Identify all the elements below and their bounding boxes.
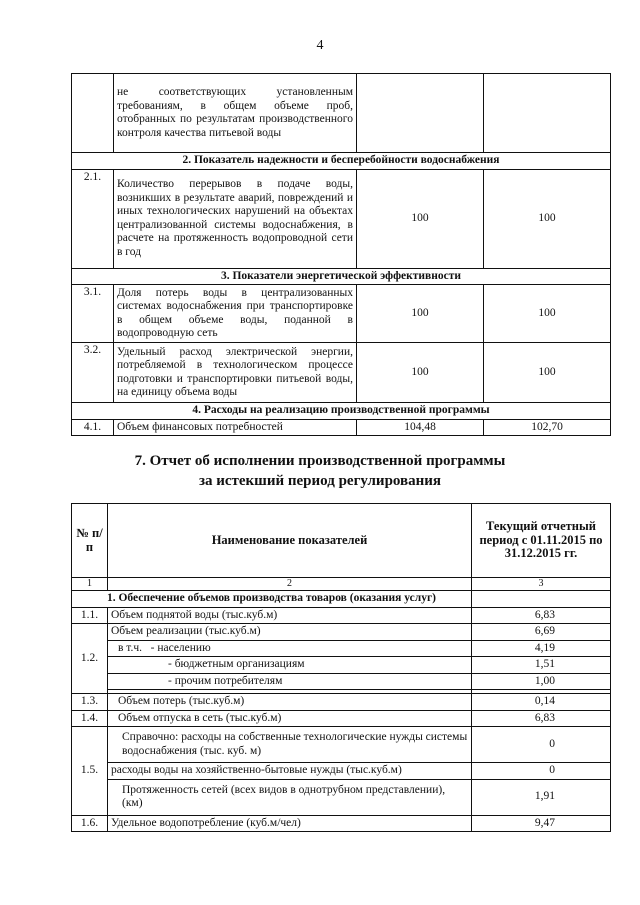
row-text: Доля потерь воды в централизованных системах водоснабжения при транспортировке в общем объеме воды, поданной в водопроводную сеть xyxy=(114,285,357,343)
table-row xyxy=(72,815,611,832)
value-cell: 100 xyxy=(484,169,611,268)
indicators-table xyxy=(71,73,611,436)
table-row xyxy=(72,419,611,436)
row-number: 1.6. xyxy=(72,815,108,832)
row-number: 3.2. xyxy=(72,343,114,403)
value-cell: 100 xyxy=(357,343,484,403)
page-number: 4 xyxy=(316,38,324,53)
row-number: 1.1. xyxy=(72,607,108,624)
row-text: Объем реализации (тыс.куб.м) xyxy=(108,624,472,641)
row-text xyxy=(108,640,472,657)
value-cell: 1,51 xyxy=(472,657,611,674)
section-header xyxy=(72,153,611,170)
row-text: Протяженность сетей (всех видов в однотрубном представлении), (км) xyxy=(108,779,472,815)
row-number: 4.1. xyxy=(72,419,114,436)
row-text: Объем потерь (тыс.куб.м) xyxy=(108,694,472,711)
row-number: 2.1. xyxy=(72,169,114,268)
table-row xyxy=(72,710,611,727)
table-row xyxy=(72,673,611,690)
row-text: - бюджетным организациям xyxy=(108,657,472,674)
section-4-title: 4. Расходы на реализацию производственной программы xyxy=(72,403,611,420)
row-number: 1.5. xyxy=(72,727,108,816)
colnum: 1 xyxy=(72,578,108,591)
table-row xyxy=(72,763,611,780)
value-cell: 9,47 xyxy=(472,815,611,832)
row-text: расходы воды на хозяйственно-бытовые нужды (тыс.куб.м) xyxy=(108,763,472,780)
section-header xyxy=(72,268,611,285)
colnum: 2 xyxy=(108,578,472,591)
row-text: Удельное водопотребление (куб.м/чел) xyxy=(108,815,472,832)
value-cell: 0 xyxy=(472,763,611,780)
row-text: Объем поднятой воды (тыс.куб.м) xyxy=(108,607,472,624)
row-text: Объем финансовых потребностей xyxy=(114,419,357,436)
table-row xyxy=(72,74,611,153)
section-2-title: 2. Показатель надежности и бесперебойности водоснабжения xyxy=(72,153,611,170)
header-number: № п/п xyxy=(72,504,108,578)
value-cell: 100 xyxy=(357,169,484,268)
value-cell: 100 xyxy=(484,343,611,403)
value-cell: 104,48 xyxy=(357,419,484,436)
row-text: Удельный расход электрической энергии, потребляемой в технологическом процессе подготовки и транспортировки питьевой воды, на единицу объема воды xyxy=(114,343,357,403)
table-row xyxy=(72,624,611,641)
row-text: Справочно: расходы на собственные технологические нужды системы водоснабжения (тыс. куб. м) xyxy=(108,727,472,763)
report-table xyxy=(71,503,611,832)
row-text: - прочим потребителям xyxy=(108,673,472,690)
table-row xyxy=(72,343,611,403)
sub-text: - населению xyxy=(150,641,211,654)
value-cell: 100 xyxy=(484,285,611,343)
table-row xyxy=(72,285,611,343)
table-row xyxy=(72,169,611,268)
row-number: 1.4. xyxy=(72,710,108,727)
value-cell: 1,91 xyxy=(472,779,611,815)
section-3-title: 3. Показатели энергетической эффективности xyxy=(72,268,611,285)
value-cell: 1,00 xyxy=(472,673,611,690)
table-row xyxy=(72,727,611,763)
section-1-title: 1. Обеспечение объемов производства товаров (оказания услуг) xyxy=(72,591,472,608)
value-cell: 6,83 xyxy=(472,607,611,624)
section-header xyxy=(72,591,611,608)
value-cell: 6,83 xyxy=(472,710,611,727)
row-number: 1.3. xyxy=(72,694,108,711)
prefix: в т.ч. xyxy=(118,641,142,654)
table-row xyxy=(72,657,611,674)
section-header xyxy=(72,403,611,420)
table-row xyxy=(72,640,611,657)
row-number: 1.2. xyxy=(72,624,108,694)
column-numbers-row xyxy=(72,578,611,591)
value-cell: 100 xyxy=(357,285,484,343)
table-row xyxy=(72,607,611,624)
table-header-row xyxy=(72,504,611,578)
section-7-title-line1: 7. Отчет об исполнении производственной программы xyxy=(134,453,506,469)
section-7-title-line2: за истекший период регулирования xyxy=(198,473,442,489)
row-text: не соответствующих установленным требованиям, в общем объеме проб, отобранных по результатам производственного контроля качества питьевой воды xyxy=(114,74,357,153)
row-text: Объем отпуска в сеть (тыс.куб.м) xyxy=(108,710,472,727)
row-number: 3.1. xyxy=(72,285,114,343)
value-cell: 0 xyxy=(472,727,611,763)
value-cell: 6,69 xyxy=(472,624,611,641)
value-cell: 0,14 xyxy=(472,694,611,711)
table-row xyxy=(72,694,611,711)
value-cell: 4,19 xyxy=(472,640,611,657)
header-name: Наименование показателей xyxy=(108,504,472,578)
colnum: 3 xyxy=(472,578,611,591)
row-text: Количество перерывов в подаче воды, возникших в результате аварий, повреждений и иных технологических нарушений на объектах централизованной системы водоснабжения, в расчете на протяженность водопроводной сети в год xyxy=(114,169,357,268)
header-period: Текущий отчетный период с 01.11.2015 по 31.12.2015 гг. xyxy=(472,504,611,578)
value-cell: 102,70 xyxy=(484,419,611,436)
table-row xyxy=(72,779,611,815)
